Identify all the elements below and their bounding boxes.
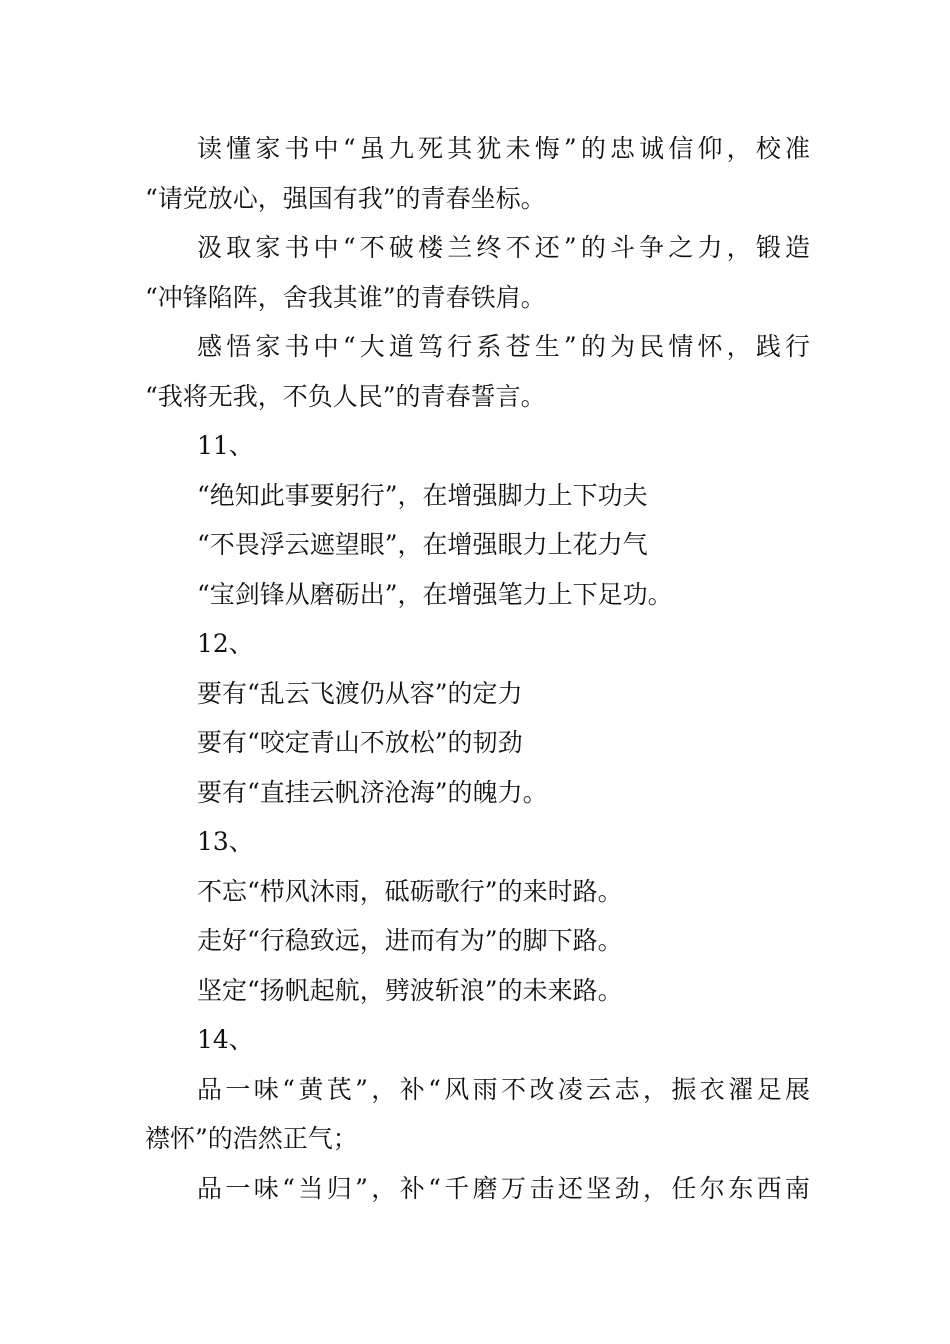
section-number: 11、 [197, 431, 254, 460]
paragraph-line: 品一味“黄芪”，补“风雨不改凌云志，振衣濯足展 [197, 1074, 810, 1104]
section-number: 14、 [197, 1025, 254, 1054]
paragraph-line: 读懂家书中“虽九死其犹未悔”的忠诚信仰，校准 [197, 134, 810, 163]
paragraph-line: 要有“咬定青山不放松”的韧劲 [197, 728, 523, 757]
paragraph-line: 感悟家书中“大道笃行系苍生”的为民情怀，践行 [197, 332, 810, 361]
paragraph-line: 汲取家书中“不破楼兰终不还”的斗争之力，锻造 [197, 233, 810, 262]
paragraph-line: “我将无我，不负人民”的青春誓言。 [145, 381, 546, 411]
document-body [145, 124, 810, 1213]
paragraph-line: “冲锋陷阵，舍我其谁”的青春铁肩。 [145, 282, 546, 312]
paragraph-line: “绝知此事要躬行”，在增强脚力上下功夫 [197, 480, 648, 510]
paragraph-line: 要有“直挂云帆济沧海”的魄力。 [197, 777, 548, 807]
paragraph-line: 要有“乱云飞渡仍从容”的定力 [197, 678, 523, 708]
paragraph-line: 走好“行稳致远，进而有为”的脚下路。 [197, 926, 623, 955]
paragraph-line: 襟怀”的浩然正气； [145, 1124, 358, 1153]
section-number: 13、 [197, 827, 254, 856]
paragraph-line: “宝剑锋从磨砺出”，在增强笔力上下足功。 [197, 579, 673, 609]
paragraph-line: “请党放心，强国有我”的青春坐标。 [145, 183, 546, 213]
paragraph-line: 不忘“栉风沐雨，砥砺歌行”的来时路。 [197, 876, 623, 906]
paragraph-line: 品一味“当归”，补“千磨万击还坚劲，任尔东西南 [197, 1173, 810, 1203]
paragraph-line: 坚定“扬帆起航，劈波斩浪”的未来路。 [197, 975, 623, 1005]
section-number: 12、 [197, 629, 254, 658]
paragraph-line: “不畏浮云遮望眼”，在增强眼力上花力气 [197, 530, 648, 559]
